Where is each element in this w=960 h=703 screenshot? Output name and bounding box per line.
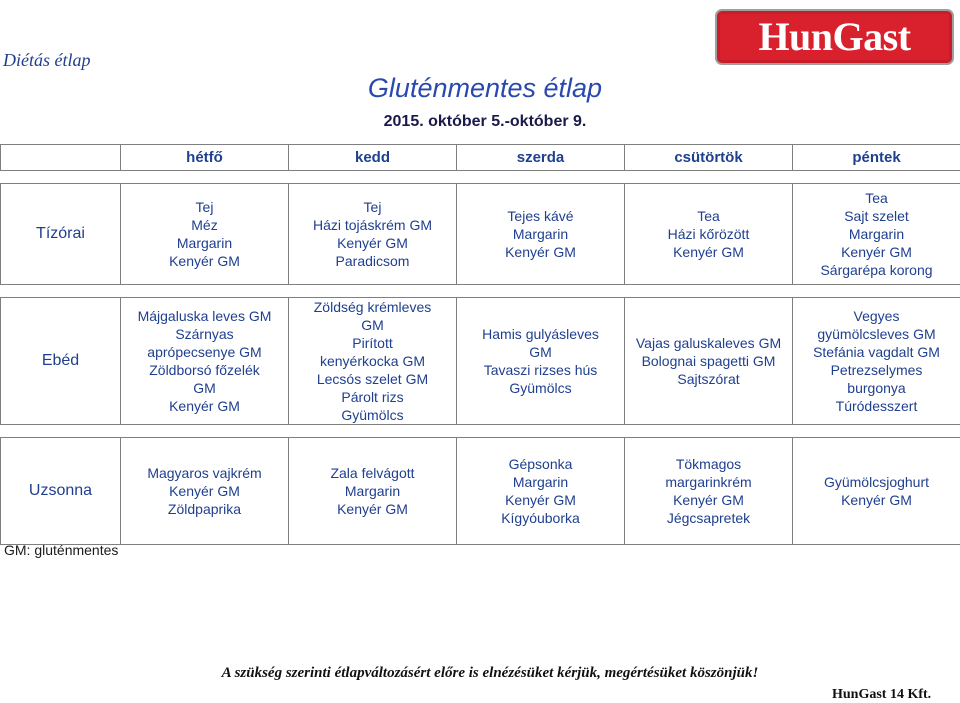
menu-item: Tejes kávé xyxy=(459,207,622,225)
menu-item: Tea xyxy=(795,189,958,207)
menu-item: GM xyxy=(459,343,622,361)
meal-label: Uzsonna xyxy=(1,438,121,545)
menu-item: Zöldborsó főzelék xyxy=(123,361,286,379)
menu-item: Párolt rizs xyxy=(291,388,454,406)
day-header-row xyxy=(1,145,960,171)
menu-item: Kenyér GM xyxy=(123,482,286,500)
menu-item: Zala felvágott xyxy=(291,464,454,482)
day-header: péntek xyxy=(793,145,960,171)
menu-cell xyxy=(793,184,960,285)
weekly-menu-table xyxy=(0,144,960,545)
menu-cell xyxy=(793,298,960,425)
menu-item: Magyaros vajkrém xyxy=(123,464,286,482)
day-header: csütörtök xyxy=(625,145,793,171)
menu-item: burgonya xyxy=(795,379,958,397)
menu-item: Kenyér GM xyxy=(795,491,958,509)
menu-cell xyxy=(121,438,289,545)
menu-item: Lecsós szelet GM xyxy=(291,370,454,388)
menu-item: Tej xyxy=(291,198,454,216)
menu-item: Túródesszert xyxy=(795,397,958,415)
footer-company: HunGast 14 Kft. xyxy=(832,687,931,703)
menu-item: Pirított xyxy=(291,334,454,352)
menu-item: Bolognai spagetti GM xyxy=(627,352,790,370)
menu-item: Kenyér GM xyxy=(459,491,622,509)
row-spacer xyxy=(1,171,960,184)
menu-item: Tavaszi rizses hús xyxy=(459,361,622,379)
menu-cell xyxy=(625,298,793,425)
logo-text: HunGast xyxy=(758,17,910,57)
menu-cell xyxy=(121,298,289,425)
menu-item: Gyümölcs xyxy=(291,406,454,424)
menu-item: Hamis gulyásleves xyxy=(459,325,622,343)
menu-item: kenyérkocka GM xyxy=(291,352,454,370)
day-header: kedd xyxy=(289,145,457,171)
menu-cell xyxy=(625,184,793,285)
page-title: Gluténmentes étlap xyxy=(0,73,960,104)
menu-item: Paradicsom xyxy=(291,252,454,270)
menu-item: Margarin xyxy=(795,225,958,243)
menu-item: Gépsonka xyxy=(459,455,622,473)
menu-item: Zöldpaprika xyxy=(123,500,286,518)
menu-item: Házi tojáskrém GM xyxy=(291,216,454,234)
menu-item: Kenyér GM xyxy=(459,243,622,261)
menu-item: Kenyér GM xyxy=(123,252,286,270)
footer-notice: A szükség szerinti étlapváltozásért előre is elnézésüket kérjük, megértésüket köszönjük! xyxy=(0,665,960,682)
menu-item: Zöldség krémleves xyxy=(291,298,454,316)
spacer-cell xyxy=(1,171,960,184)
header-corner xyxy=(1,145,121,171)
menu-item: Sajt szelet xyxy=(795,207,958,225)
date-range: 2015. október 5.-október 9. xyxy=(0,113,960,131)
menu-cell xyxy=(457,184,625,285)
menu-cell xyxy=(793,438,960,545)
menu-item: Petrezselymes xyxy=(795,361,958,379)
menu-item: Sárgarépa korong xyxy=(795,261,958,279)
meal-label: Tízórai xyxy=(1,184,121,285)
menu-item: Vajas galuskaleves GM xyxy=(627,334,790,352)
menu-item: GM xyxy=(291,316,454,334)
menu-item: Vegyes xyxy=(795,307,958,325)
menu-item: Méz xyxy=(123,216,286,234)
day-header: szerda xyxy=(457,145,625,171)
menu-item: Margarin xyxy=(123,234,286,252)
menu-item: aprópecsenye GM xyxy=(123,343,286,361)
menu-item: gyümölcsleves GM xyxy=(795,325,958,343)
menu-cell xyxy=(289,438,457,545)
menu-item: Kenyér GM xyxy=(291,500,454,518)
row-spacer xyxy=(1,285,960,298)
menu-item: Tökmagos xyxy=(627,455,790,473)
spacer-cell xyxy=(1,285,960,298)
meal-row xyxy=(1,438,960,545)
hungast-logo xyxy=(715,9,954,65)
menu-cell xyxy=(289,184,457,285)
menu-item: Tea xyxy=(627,207,790,225)
menu-item: Kenyér GM xyxy=(627,243,790,261)
menu-item: GM xyxy=(123,379,286,397)
menu-item: Tej xyxy=(123,198,286,216)
menu-item: Májgaluska leves GM xyxy=(123,307,286,325)
meal-row xyxy=(1,298,960,425)
menu-item: Kígyóuborka xyxy=(459,509,622,527)
legend: GM: gluténmentes xyxy=(4,542,118,558)
document-type-label: Diétás étlap xyxy=(3,50,91,71)
menu-item: margarinkrém xyxy=(627,473,790,491)
spacer-cell xyxy=(1,425,960,438)
meal-label: Ebéd xyxy=(1,298,121,425)
menu-item: Kenyér GM xyxy=(627,491,790,509)
menu-item: Margarin xyxy=(459,473,622,491)
menu-item: Szárnyas xyxy=(123,325,286,343)
menu-item: Gyümölcsjoghurt xyxy=(795,473,958,491)
menu-cell xyxy=(457,298,625,425)
menu-item: Kenyér GM xyxy=(291,234,454,252)
menu-cell xyxy=(289,298,457,425)
menu-item: Kenyér GM xyxy=(795,243,958,261)
menu-item: Stefánia vagdalt GM xyxy=(795,343,958,361)
day-header: hétfő xyxy=(121,145,289,171)
menu-item: Házi kőrözött xyxy=(627,225,790,243)
menu-item: Kenyér GM xyxy=(123,397,286,415)
menu-item: Gyümölcs xyxy=(459,379,622,397)
menu-cell xyxy=(121,184,289,285)
row-spacer xyxy=(1,425,960,438)
menu-item: Margarin xyxy=(291,482,454,500)
menu-item: Sajtszórat xyxy=(627,370,790,388)
menu-item: Jégcsapretek xyxy=(627,509,790,527)
menu-item: Margarin xyxy=(459,225,622,243)
menu-cell xyxy=(625,438,793,545)
meal-row xyxy=(1,184,960,285)
menu-cell xyxy=(457,438,625,545)
